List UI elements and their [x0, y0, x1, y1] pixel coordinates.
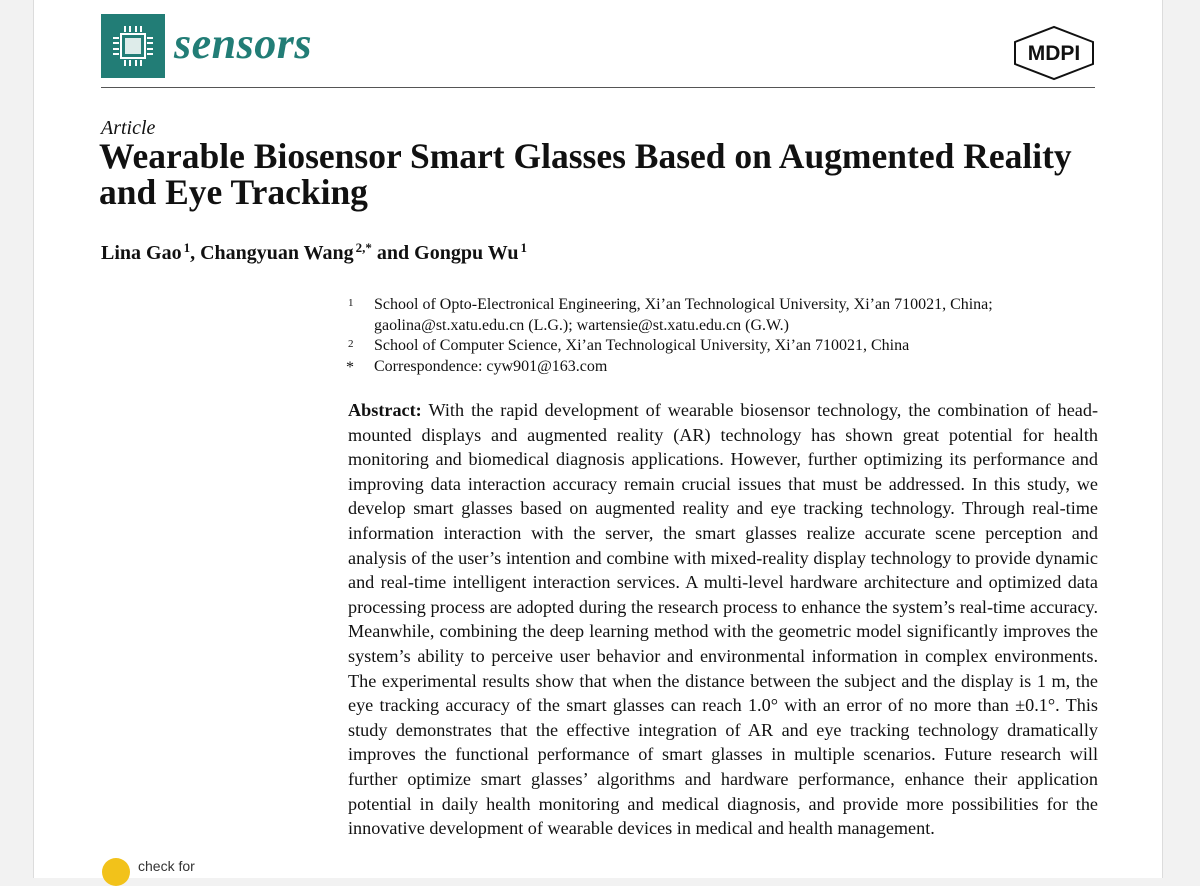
author-affil-mark: 1 — [520, 240, 527, 255]
author-separator: and — [371, 242, 415, 264]
correspondence-text: Correspondence: cyw901@163.com — [374, 357, 608, 375]
header-divider — [101, 87, 1095, 88]
author-name[interactable]: Changyuan Wang — [200, 242, 354, 264]
author-name[interactable]: Gongpu Wu — [414, 242, 519, 264]
check-for-updates-label[interactable]: check for — [138, 858, 195, 874]
author-name[interactable]: Lina Gao — [101, 242, 182, 264]
author-separator: , — [190, 242, 201, 264]
author-affil-mark: 1 — [183, 240, 191, 255]
author-list — [101, 234, 527, 267]
affiliation-item — [346, 336, 1106, 357]
affiliation-item — [346, 295, 1106, 336]
abstract-label: Abstract: — [348, 400, 422, 420]
paper-title: Wearable Biosensor Smart Glasses Based on Augmented Reality and Eye Tracking — [99, 136, 1072, 212]
publisher-name: MDPI — [1027, 42, 1081, 65]
chip-icon — [101, 14, 165, 78]
check-for-updates-icon[interactable] — [102, 858, 130, 886]
journal-name: sensors — [174, 19, 312, 68]
affiliation-mark: 2 — [348, 338, 354, 350]
affiliation-text: School of Computer Science, Xi’an Technological University, Xi’an 710021, China — [374, 337, 910, 354]
abstract-text: With the rapid development of wearable biosensor technology, the combination of head-mounted displays and augmented reality (AR) technology has shown great potential for health monitoring and biomedical diagnosis applications. However, further optimizing its performance and improving data interaction accuracy remain crucial issues that must be addressed. In this study, we develop smart glasses based on augmented reality and eye tracking technology. Through real-time information interaction with the server, the smart glasses realize accurate scene perception and analysis of the user’s intention and combine with mixed-reality display technology to provide dynamic and real-time intelligent interaction services. A multi-level hardware architecture and optimized data processing process are adopted during the research process to enhance the system’s real-time accuracy. Meanwhile, combining the deep learning method with the geometric model significantly improves the system’s ability to perceive user behavior and environmental information in complex environments. The experimental results show that when the distance between the subject and the display is 1 m, the eye tracking accuracy of the smart glasses can reach 1.0° with an error of no more than ±0.1°. This study demonstrates that the effective integration of AR and eye tracking technology dramatically improves the functional performance of smart glasses in multiple scenarios. Future research will further optimize smart glasses’ algorithms and hardware performance, enhance their application potential in daily health monitoring and medical diagnosis, and provide more possibilities for the innovative development of wearable devices in medical and health management. — [348, 400, 1099, 839]
abstract — [348, 398, 1098, 841]
affiliations — [346, 295, 1106, 377]
article-type: Article — [101, 117, 156, 139]
publisher-logo — [1011, 24, 1097, 87]
affiliation-mark: 1 — [348, 297, 354, 309]
correspondence-item — [346, 357, 1106, 378]
affiliation-text: School of Opto-Electronical Engineering, Xi’an Technological University, Xi’an 710021, China; gaolina@st.xatu.edu.cn (L.G.); wartensie@st.xatu.edu.cn (G.W.) — [374, 296, 993, 334]
affiliation-mark: * — [346, 358, 354, 376]
author-affil-mark: 2,* — [355, 240, 372, 255]
